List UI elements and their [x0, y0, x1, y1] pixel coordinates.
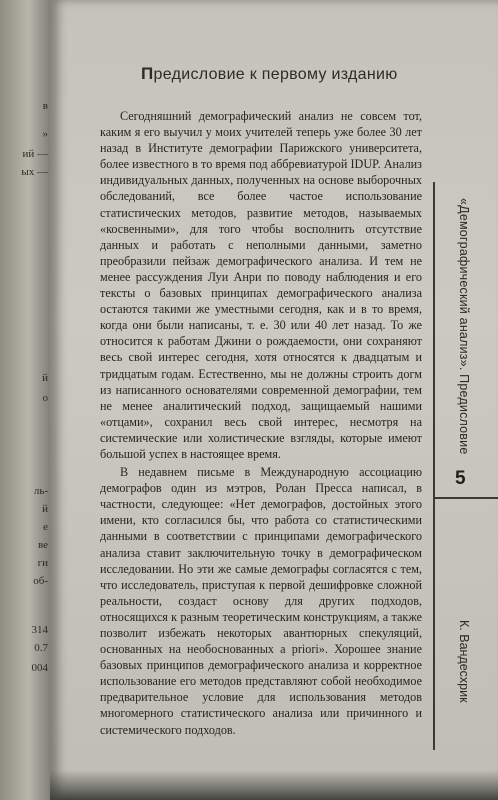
left-page-edge — [0, 0, 52, 800]
left-page-fragment: й — [42, 372, 48, 384]
bottom-shadow — [50, 770, 498, 800]
paragraph-1: Сегодняшний демографический анализ не совсем тот, каким я его выучил у моих учителей теперь уже более 30 лет назад в Институте демографии Парижского университета, более известного в то время под аббревиатурой IDUP. Анализ индивидуальных данных, полученных на основе выборочных обследований, все более частое использование статистических методов, развитие методов, называемых «косвенными», для того чтобы восполнить отсутствие данных и работать с неполными данными, заметно преобразили пейзаж демографического анализа. И тем не менее рассуждения Луи Анри по поводу наблюдения и его тексты о базовых принципах демографического анализа остаются такими же уместными сегодня, как и в то время, когда они были написаны, т. е. 30 или 40 лет назад. То же относится к работам Джини о рождаемости, они сохраняют весь свой интерес сегодня, хотя относятся к двадцатым и тридцатым годам. Естественно, мы не должны строить догм из написанного основателями современной демографии, тем не менее аналитический подход, защищаемый нашими «отцами», сохранил весь свой интерес, несмотря на системические или холистические взгляды, которые имеют большой успех в настоящее время. — [100, 109, 422, 461]
left-page-fragment: 0.7 — [34, 642, 48, 654]
left-page-fragment: » — [42, 128, 48, 140]
heading-rest: редисловие к первому изданию — [153, 66, 398, 83]
heading-initial: П — [141, 64, 154, 83]
margin-vertical-rule — [433, 182, 435, 750]
left-page-fragment: в — [42, 100, 48, 112]
left-page-fragment: ий — — [22, 148, 48, 160]
running-header-author: К. Вандесхрик — [457, 620, 471, 703]
page-heading — [141, 64, 398, 84]
left-page-fragment: ги — [37, 557, 48, 569]
left-page-fragment: й — [42, 503, 48, 515]
left-page-fragment: 314 — [31, 624, 48, 636]
left-page-fragment: о — [42, 392, 48, 404]
margin-horizontal-rule — [433, 497, 498, 499]
body-text — [100, 108, 422, 738]
left-page-fragment: об- — [33, 575, 48, 587]
paragraph-2: В недавнем письме в Международную ассоциацию демографов один из мэтров, Ролан Пресса написал, в частности, следующее: «Нет демографов, достойных этого имени, кто согласился бы, что работа со статистическими данными в соответствии с принципами демографического анализа ставит заключительную точку в демографическом исследовании. Но эти же самые демографы согласятся с тем, что исследователь, приступая к первой дешифровке сложной реальности, создаст основу для других подходов, относящихся к разным теоретическим конструкциям, а также позволит избежать некоторых авантюрных спекуляций, основанных на необоснованных a priori». Хорошее знание базовых принципов демографического анализа и корректное использование его методов представляют собой необходимое предварительное условие для использования методов многомерного статистического анализа или причинного и системического подходов. — [100, 465, 422, 737]
running-header-title: «Демографический анализ». Предисловие — [457, 198, 471, 455]
left-page-fragment: ве — [37, 539, 48, 551]
left-page-fragment: ль- — [33, 485, 48, 497]
left-page-fragment: ых — — [21, 166, 48, 178]
page-number: 5 — [455, 468, 466, 489]
left-page-fragment: 004 — [31, 662, 48, 674]
left-page-fragment: е — [43, 521, 48, 533]
